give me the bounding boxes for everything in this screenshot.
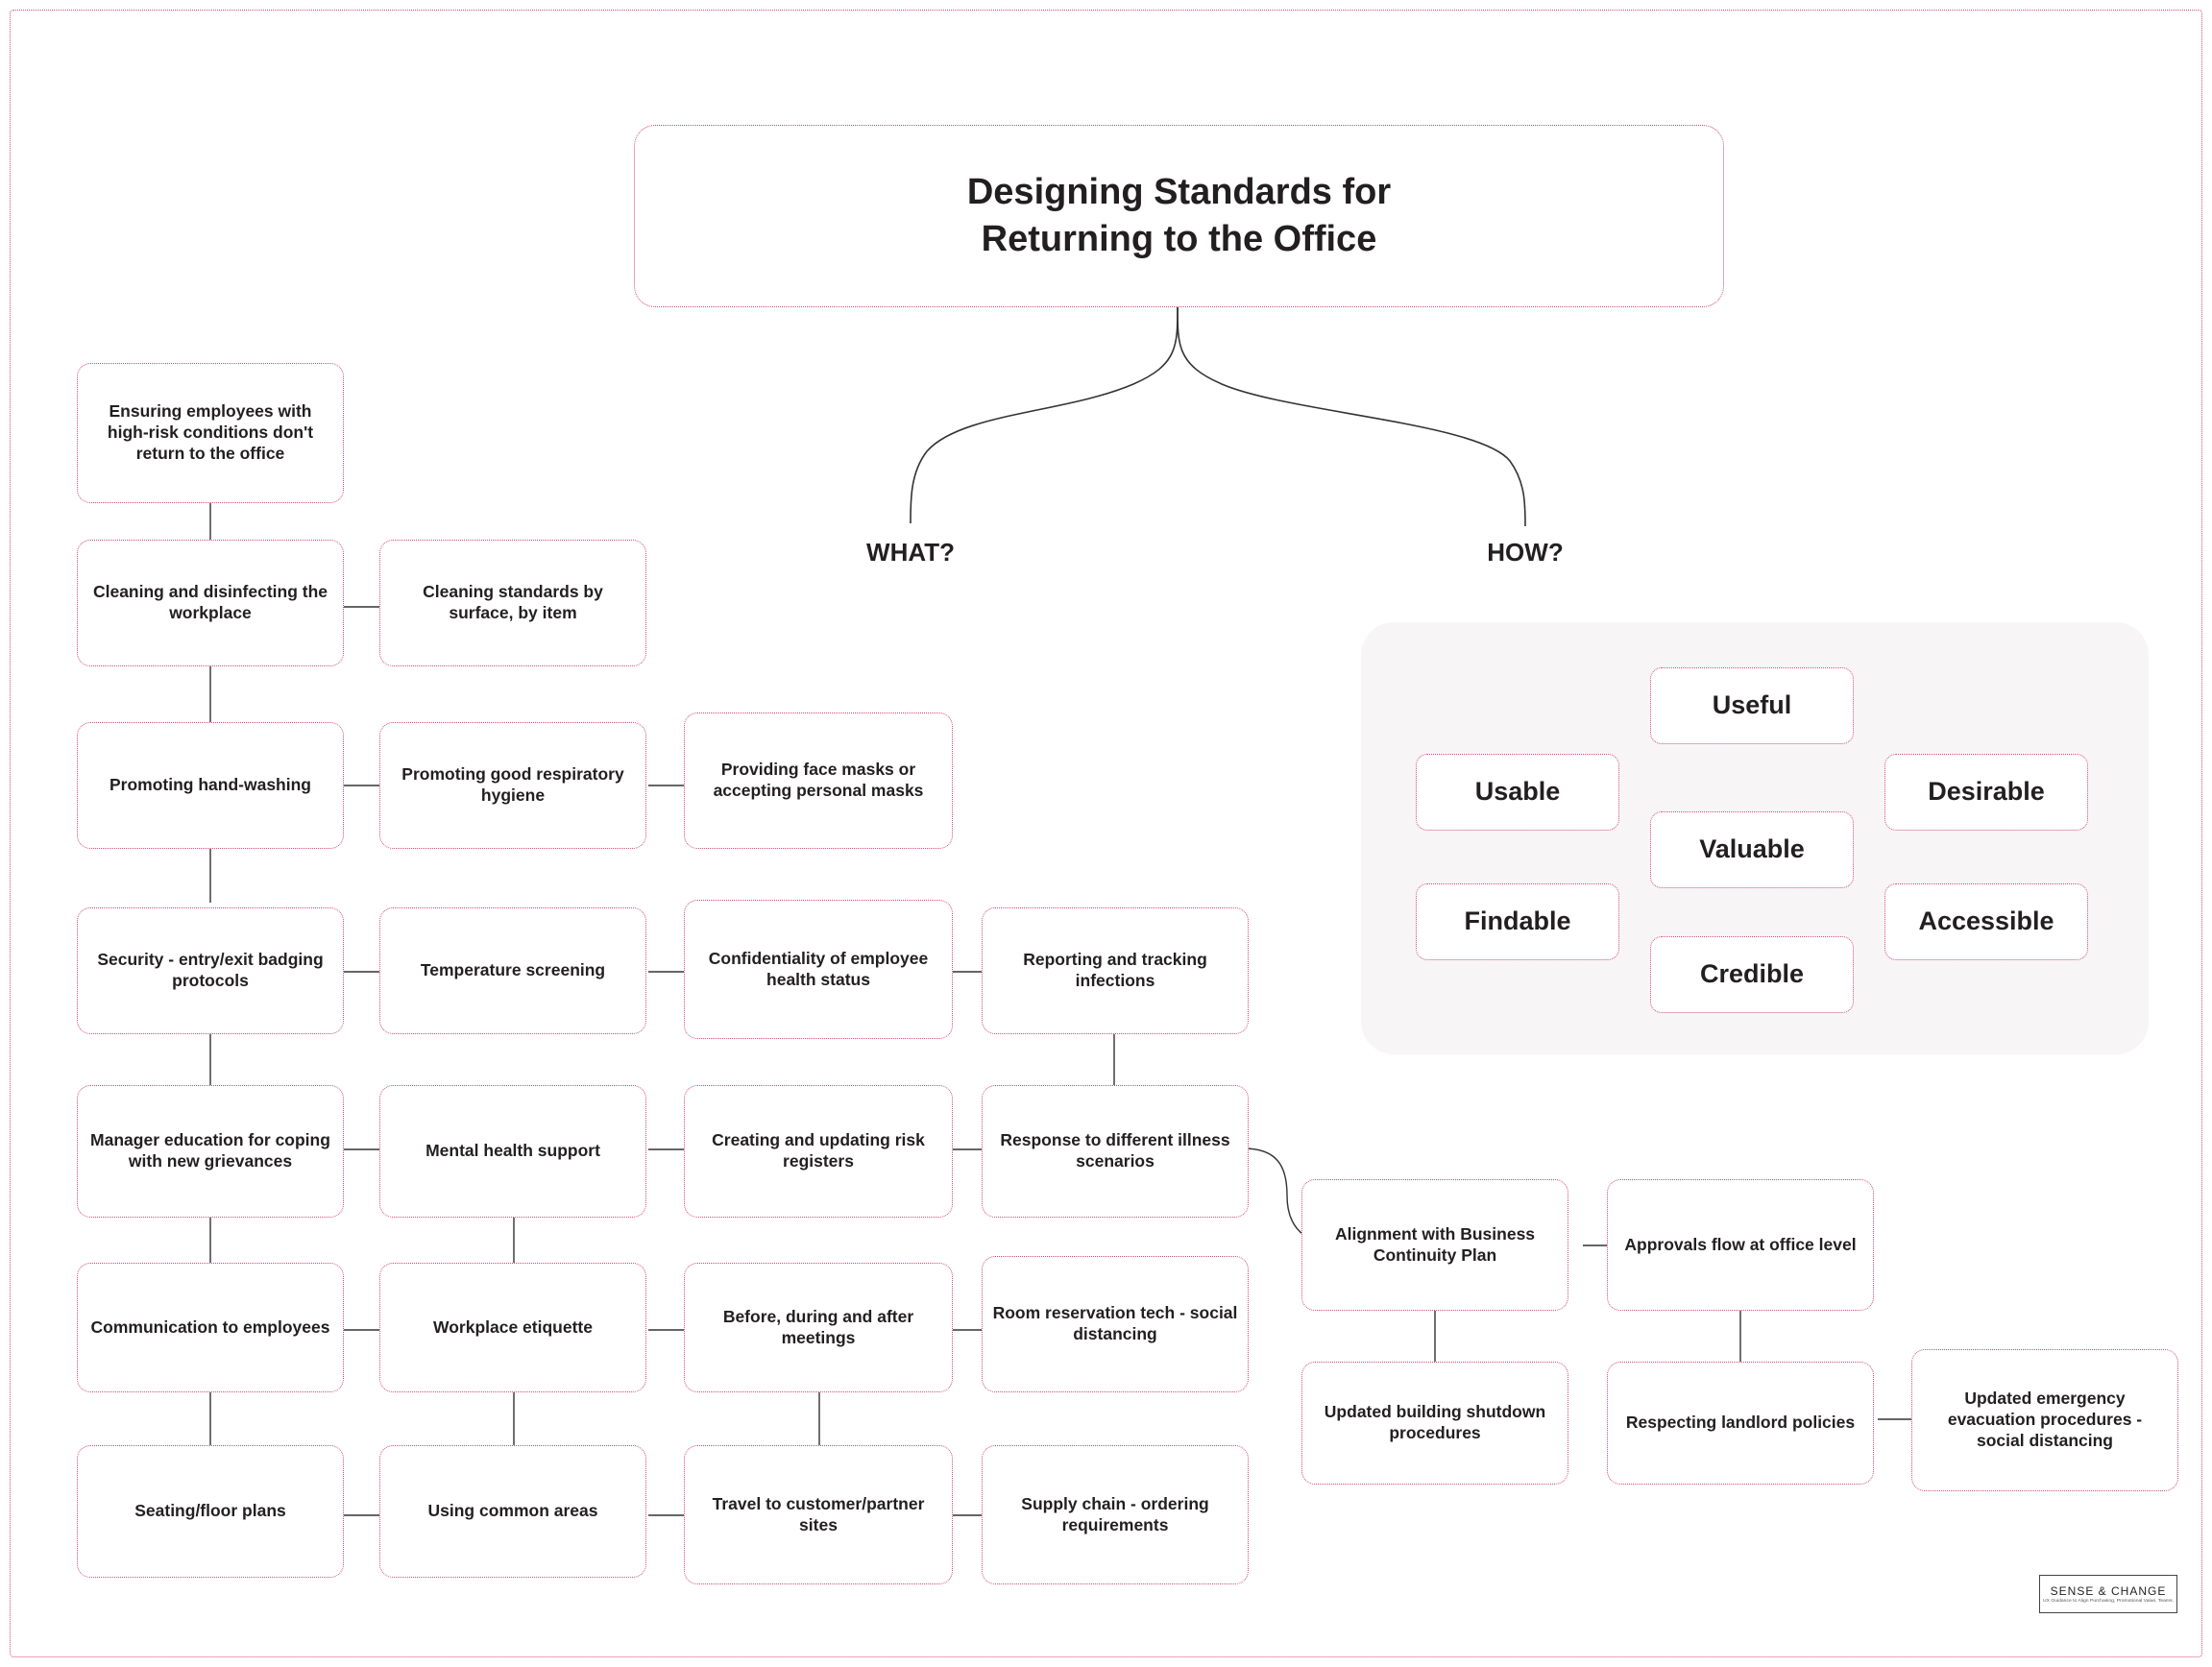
node-mental-health-label: Mental health support	[425, 1141, 600, 1161]
branch-label-how: HOW?	[1487, 538, 1564, 567]
diagram-title	[634, 125, 1724, 307]
node-face-masks-label: Providing face masks or accepting personal masks	[713, 760, 924, 800]
node-security-label: Security - entry/exit badging protocols	[97, 950, 324, 990]
node-cleaning-standards	[379, 540, 646, 666]
node-meetings	[684, 1263, 953, 1392]
title-line-1: Designing Standards for	[966, 171, 1392, 212]
quality-usable	[1416, 754, 1619, 831]
quality-credible	[1650, 936, 1854, 1013]
node-landlord	[1607, 1362, 1874, 1485]
quality-useful-label: Useful	[1712, 690, 1792, 720]
node-temperature-label: Temperature screening	[420, 960, 606, 980]
node-seating	[77, 1445, 344, 1578]
node-room-reservation-label: Room reservation tech - social distancing	[992, 1303, 1238, 1343]
quality-findable-label: Findable	[1464, 906, 1571, 936]
node-etiquette-label: Workplace etiquette	[433, 1317, 593, 1337]
title-line-2: Returning to the Office	[981, 219, 1377, 259]
node-mental-health	[379, 1085, 646, 1218]
node-approvals-label: Approvals flow at office level	[1624, 1234, 1857, 1254]
node-temperature	[379, 907, 646, 1034]
node-common-areas-label: Using common areas	[427, 1501, 598, 1521]
quality-credible-label: Credible	[1699, 959, 1805, 989]
node-face-masks	[684, 713, 953, 849]
node-illness-response	[982, 1085, 1249, 1218]
node-hand-washing	[77, 722, 344, 849]
node-risk-registers	[684, 1085, 953, 1218]
node-security	[77, 907, 344, 1034]
node-room-reservation	[982, 1256, 1249, 1392]
quality-findable	[1416, 883, 1619, 960]
quality-accessible	[1884, 883, 2088, 960]
node-confidentiality	[684, 900, 953, 1039]
node-shutdown	[1301, 1362, 1568, 1485]
node-reporting	[982, 907, 1249, 1034]
brand-logo-name: SENSE & CHANGE	[2050, 1584, 2167, 1598]
node-high-risk-label: Ensuring employees with high-risk conditions don't return to the office	[107, 401, 314, 463]
node-evacuation-label: Updated emergency evacuation procedures - social distancing	[1947, 1389, 2143, 1450]
node-reporting-label: Reporting and tracking infections	[1023, 950, 1207, 990]
node-cleaning-standards-label: Cleaning standards by surface, by item	[423, 582, 603, 622]
node-manager-education-label: Manager education for coping with new grievances	[90, 1130, 330, 1171]
brand-logo	[2039, 1575, 2177, 1613]
node-illness-response-label: Response to different illness scenarios	[1000, 1130, 1230, 1171]
node-approvals	[1607, 1179, 1874, 1311]
node-hand-washing-label: Promoting hand-washing	[109, 775, 311, 795]
node-evacuation	[1911, 1349, 2178, 1491]
brand-logo-tagline: UX Guidance to Align Purchasing, Promotional Value, Teams.	[2042, 1598, 2174, 1604]
node-common-areas	[379, 1445, 646, 1578]
node-confidentiality-label: Confidentiality of employee health status	[708, 948, 929, 989]
node-bcp-label: Alignment with Business Continuity Plan	[1334, 1223, 1536, 1265]
node-respiratory	[379, 722, 646, 849]
node-risk-registers-label: Creating and updating risk registers	[712, 1130, 925, 1171]
node-cleaning	[77, 540, 344, 666]
node-shutdown-label: Updated building shutdown procedures	[1324, 1402, 1546, 1442]
node-supply-chain-label: Supply chain - ordering requirements	[1021, 1493, 1209, 1534]
quality-usable-label: Usable	[1474, 777, 1561, 807]
node-manager-education	[77, 1085, 344, 1218]
node-travel	[684, 1445, 953, 1584]
quality-desirable-label: Desirable	[1928, 777, 2045, 807]
branch-label-what: WHAT?	[866, 538, 955, 567]
node-landlord-label: Respecting landlord policies	[1625, 1413, 1856, 1433]
quality-valuable-label: Valuable	[1699, 834, 1805, 864]
quality-useful	[1650, 667, 1854, 744]
node-supply-chain	[982, 1445, 1249, 1584]
node-respiratory-label: Promoting good respiratory hygiene	[401, 764, 624, 805]
node-travel-label: Travel to customer/partner sites	[712, 1493, 925, 1534]
node-communication	[77, 1263, 344, 1392]
node-cleaning-label: Cleaning and disinfecting the workplace	[92, 582, 328, 622]
node-meetings-label: Before, during and after meetings	[722, 1306, 914, 1347]
node-high-risk	[77, 363, 344, 503]
quality-accessible-label: Accessible	[1918, 906, 2054, 936]
node-bcp	[1301, 1179, 1568, 1311]
node-etiquette	[379, 1263, 646, 1392]
quality-desirable	[1884, 754, 2088, 831]
node-seating-label: Seating/floor plans	[134, 1501, 286, 1521]
node-communication-label: Communication to employees	[90, 1317, 330, 1337]
quality-valuable	[1650, 811, 1854, 888]
